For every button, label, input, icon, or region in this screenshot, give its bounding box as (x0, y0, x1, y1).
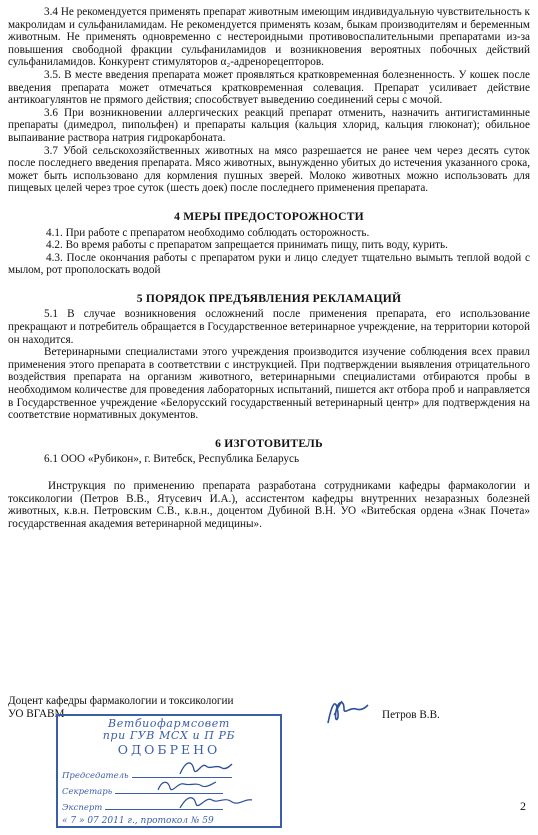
stamp-date-row: « 7 » 07 2011 г., протокол № 59 (62, 816, 214, 826)
paragraph-3-7: 3.7 Убой сельскохозяйственных животных на мясо разрешается не ранее чем через десять суток после последнего введения препарата. Мясо животных, вынужденно убитых до истечения указанного срока, может быть использовано для кормления пушных зверей. Молоко животных можно использовать для пищевых целей через трое суток (шесть доек) после последнего применения препарата. (8, 144, 530, 195)
manufacturer-line: 6.1 ООО «Рубикон», г. Витебск, Республика Беларусь (44, 453, 300, 466)
section-6-heading: 6 ИЗГОТОВИТЕЛЬ (215, 436, 323, 450)
section-5-heading: 5 ПОРЯДОК ПРЕДЪЯВЛЕНИЯ РЕКЛАМАЦИЙ (136, 291, 402, 305)
paragraph-3-6: 3.6 При возникновении аллергических реакций препарат отменить, назначить антигистаминные препараты (димедрол, пипольфен) и препараты кальция (кальция хлорид, кальция глюконат); обильное выпаивание раствора натрия гидрокарбоната. (8, 106, 530, 144)
page-number: 2 (520, 799, 526, 813)
stamp-organization: Ветбиофармсовет (108, 717, 230, 730)
section-4-heading: 4 МЕРЫ ПРЕДОСТОРОЖНОСТИ (174, 209, 364, 223)
credits-paragraph: Инструкция по применению препарата разработана сотрудниками кафедры фармакологии и токсикологии (Петров В.В., Ятусевич И.А.), ассистентом кафедры внутренних незаразных болезней животных, к.в.н. Петровским С.В., к.в.н., доцентом Дубиной В.Н. УО «Витебская ордена «Знак Почета» государственная академия ветеринарной медицины». (8, 480, 530, 530)
list-item: 4.2. Во время работы с препаратом запрещается принимать пищу, пить воду, курить. (46, 239, 448, 252)
position-line-2: УО ВГАВМ (8, 707, 65, 720)
paragraph-3-4: 3.4 Не рекомендуется применять препарат животным имеющим индивидуальную чувствительность к макролидам и сульфаниламидам. Не рекомендуется применять козам, быкам производителям и беременным животным. Не применять одновременно с нестероидными противовоспалительными препаратами из-за повышения свободной фракции сульфаниламидов и возникновения вероятных побочных действий сульфаниламидов. Конкурент стимуляторов α₂-адренорецепторов. (8, 6, 530, 69)
stamp-approved-label: ОДОБРЕНО (117, 742, 221, 757)
list-item: 4.1. При работе с препаратом необходимо соблюдать осторожность. (46, 226, 370, 239)
paragraph-5-2: Ветеринарными специалистами этого учреждения производится изучение соблюдения всех правил применения этого препарата в соответствии с инструкцией. При подтверждении выявления отрицательного воздействия препарата на организм животного, ветеринарными специалистами отбираются пробы в необходимом количестве для проведения лабораторных испытаний, пишется акт отбора проб и направляется в Государственное учреждение «Белорусский государственный ветеринарный центр» для подтверждения на соответствие нормативных документов. (8, 346, 530, 422)
stamp-expert-label: Эксперт (62, 803, 103, 813)
document-page (8, 6, 530, 530)
stamp-chairman-label: Председатель (62, 771, 129, 781)
paragraph-5-1: 5.1 В случае возникновения осложнений после применения препарата, его использование прекращают и потребитель обращается в Государственное ветеринарное учреждение, на территории которой он находится. (8, 308, 530, 346)
section-4-list (8, 227, 530, 277)
expert-signature-icon (176, 792, 256, 814)
list-item: 4.3. После окончания работы с препаратом руки и лицо следует тщательно вымыть теплой водой с мылом, рот прополоскать водой (8, 251, 530, 277)
handwritten-signature-icon (322, 693, 372, 727)
approval-stamp (56, 714, 282, 828)
stamp-secretary-label: Секретарь (62, 787, 113, 797)
paragraph-3-5: 3.5. В месте введения препарата может проявляться кратковременная болезненность. У кошек после введения препарата может отмечаться кратковременная солевация. Препарат усиливает действие антикоагулянтов не прямого действия; способствует выведению соединений серы с мочой. (8, 68, 530, 107)
signatory-name: Петров В.В. (382, 709, 440, 721)
stamp-department: при ГУВ МСХ и П РБ (102, 729, 236, 742)
position-line-1: Доцент кафедры фармакологии и токсикологии (8, 695, 234, 707)
